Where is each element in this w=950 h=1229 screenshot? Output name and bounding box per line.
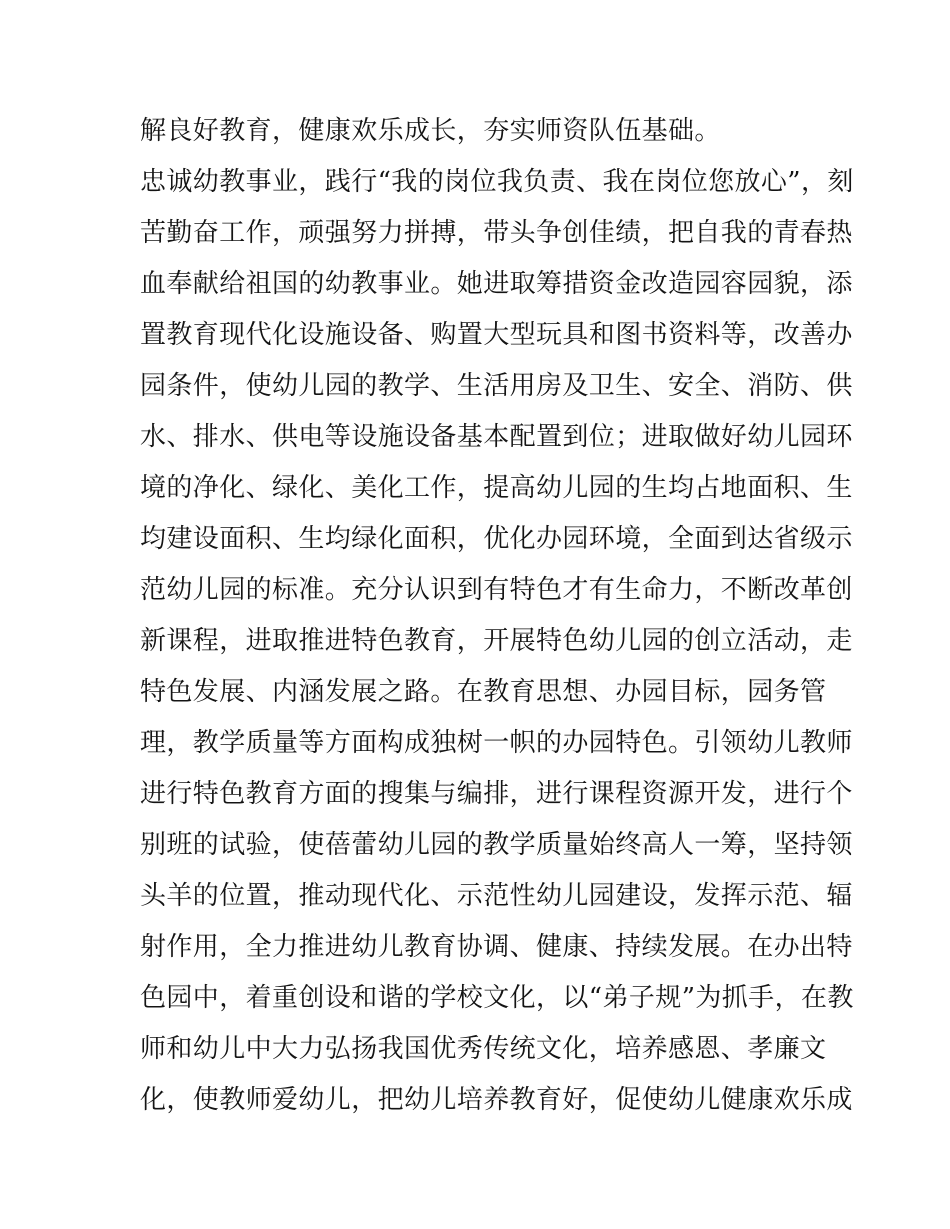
text-line: 师和幼儿中大力弘扬我国优秀传统文化，培养感恩、孝廉文 xyxy=(140,1034,827,1064)
text-line: 水、排水、供电等设施设备基本配置到位；进取做好幼儿园环 xyxy=(140,422,853,452)
text-line: 范幼儿园的标准。充分认识到有特色才有生命力，不断改革创 xyxy=(140,575,853,605)
text-line: 头羊的位置，推动现代化、示范性幼儿园建设，发挥示范、辐 xyxy=(140,881,853,911)
text-line: 色园中，着重创设和谐的学校文化，以“弟子规”为抓手，在教 xyxy=(140,983,854,1013)
text-line: 置教育现代化设施设备、购置大型玩具和图书资料等，改善办 xyxy=(140,320,853,350)
text-line: 均建设面积、生均绿化面积，优化办园环境，全面到达省级示 xyxy=(140,524,853,554)
text-line: 境的净化、绿化、美化工作，提高幼儿园的生均占地面积、生 xyxy=(140,473,853,503)
text-line: 理，教学质量等方面构成独树一帜的办园特色。引领幼儿教师 xyxy=(140,728,853,758)
text-line: 解良好教育，健康欢乐成长，夯实师资队伍基础。 xyxy=(140,116,721,146)
text-line: 别班的试验，使蓓蕾幼儿园的教学质量始终高人一筹，坚持领 xyxy=(140,830,853,860)
text-line: 射作用，全力推进幼儿教育协调、健康、持续发展。在办出特 xyxy=(140,932,853,962)
text-line: 苦勤奋工作，顽强努力拼搏，带头争创佳绩，把自我的青春热 xyxy=(140,218,853,248)
text-line: 血奉献给祖国的幼教事业。她进取筹措资金改造园容园貌，添 xyxy=(140,269,853,299)
text-line: 忠诚幼教事业，践行“我的岗位我负责、我在岗位您放心”，刻 xyxy=(140,167,854,197)
body-text xyxy=(140,106,854,1126)
text-line: 特色发展、内涵发展之路。在教育思想、办园目标，园务管 xyxy=(140,677,827,707)
text-line: 化，使教师爱幼儿，把幼儿培养教育好，促使幼儿健康欢乐成 xyxy=(140,1085,853,1115)
text-line: 新课程，进取推进特色教育，开展特色幼儿园的创立活动，走 xyxy=(140,626,853,656)
text-line: 进行特色教育方面的搜集与编排，进行课程资源开发，进行个 xyxy=(140,779,853,809)
text-line: 园条件，使幼儿园的教学、生活用房及卫生、安全、消防、供 xyxy=(140,371,853,401)
